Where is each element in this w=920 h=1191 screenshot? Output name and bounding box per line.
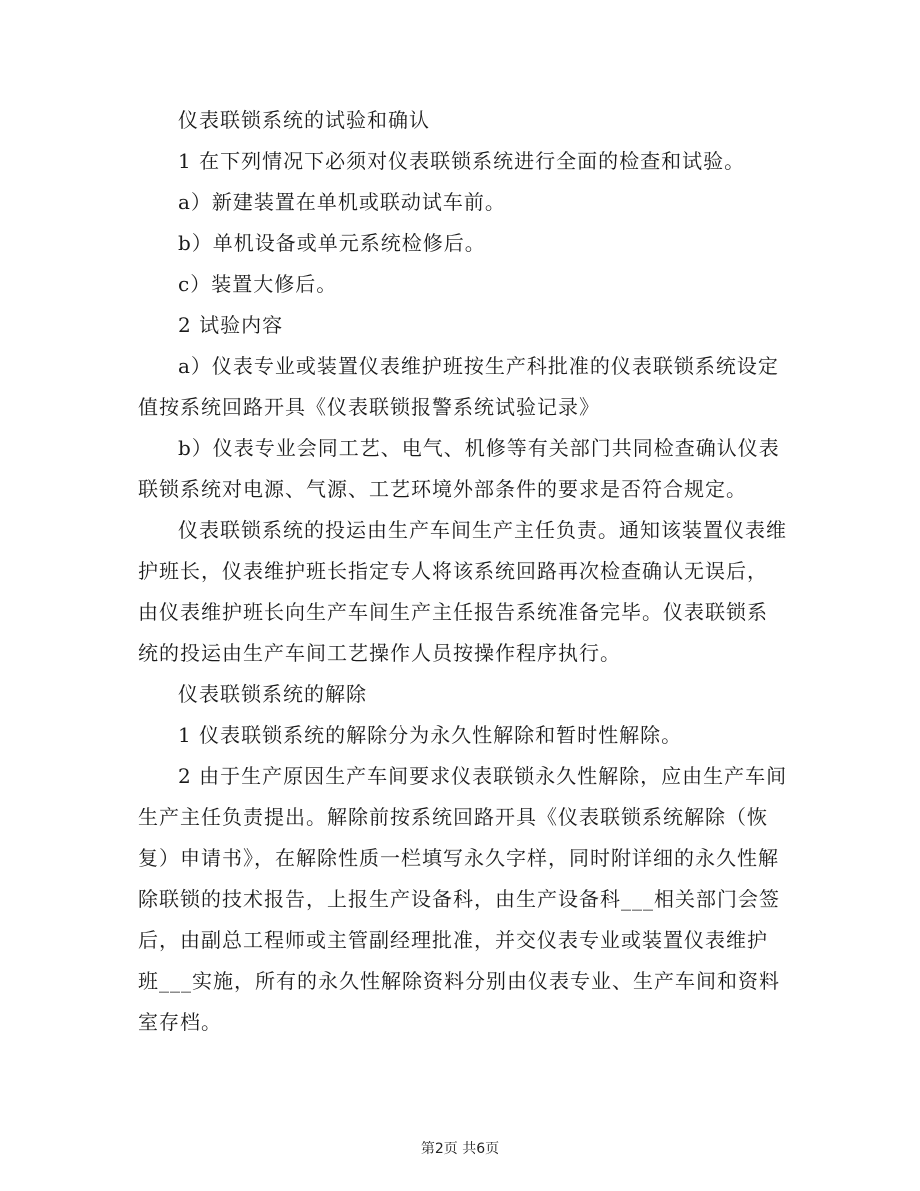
page-number-footer: 第2页 共6页 — [420, 1141, 500, 1157]
paragraph: a）仪表专业或装置仪表维护班按生产科批准的仪表联锁系统设定值按系统回路开具《仪表联锁报警系统试验记录》 — [138, 354, 779, 419]
paragraph: 2 由于生产原因生产车间要求仪表联锁永久性解除，应由生产车间生产主任负责提出。解除前按系统回路开具《仪表联锁系统解除（恢复）申请书》，在解除性质一栏填写永久字样，同时附详细的永久性解除联锁的技术报告，上报生产设备科，由生产设备科___相关部门会签后，由副总工程师或主管副经理批准，并交仪表专业或装置仪表维护班___实施，所有的永久性解除资料分别由仪表专业、生产车间和资料室存档。 — [138, 764, 788, 1034]
paragraph: 1 在下列情况下必须对仪表联锁系统进行全面的检查和试验。 — [178, 149, 746, 173]
paragraph: b）单机设备或单元系统检修后。 — [178, 231, 486, 255]
section-heading-test-confirm: 仪表联锁系统的试验和确认 — [178, 108, 430, 132]
paragraph: c）装置大修后。 — [178, 272, 338, 296]
paragraph: 仪表联锁系统的投运由生产车间生产主任负责。通知该装置仪表维护班长，仪表维护班长指定专人将该系统回路再次检查确认无误后，由仪表维护班长向生产车间生产主任报告系统准备完毕。仪表联锁系统的投运由生产车间工艺操作人员按操作程序执行。 — [138, 518, 787, 665]
paragraph: b）仪表专业会同工艺、电气、机修等有关部门共同检查确认仪表联锁系统对电源、气源、工艺环境外部条件的要求是否符合规定。 — [138, 436, 780, 501]
paragraph: a）新建装置在单机或联动试车前。 — [178, 190, 506, 214]
paragraph: 1 仪表联锁系统的解除分为永久性解除和暂时性解除。 — [178, 723, 683, 747]
section-heading-release: 仪表联锁系统的解除 — [178, 682, 367, 706]
paragraph: 2 试验内容 — [178, 313, 284, 337]
document-body — [138, 100, 788, 1043]
